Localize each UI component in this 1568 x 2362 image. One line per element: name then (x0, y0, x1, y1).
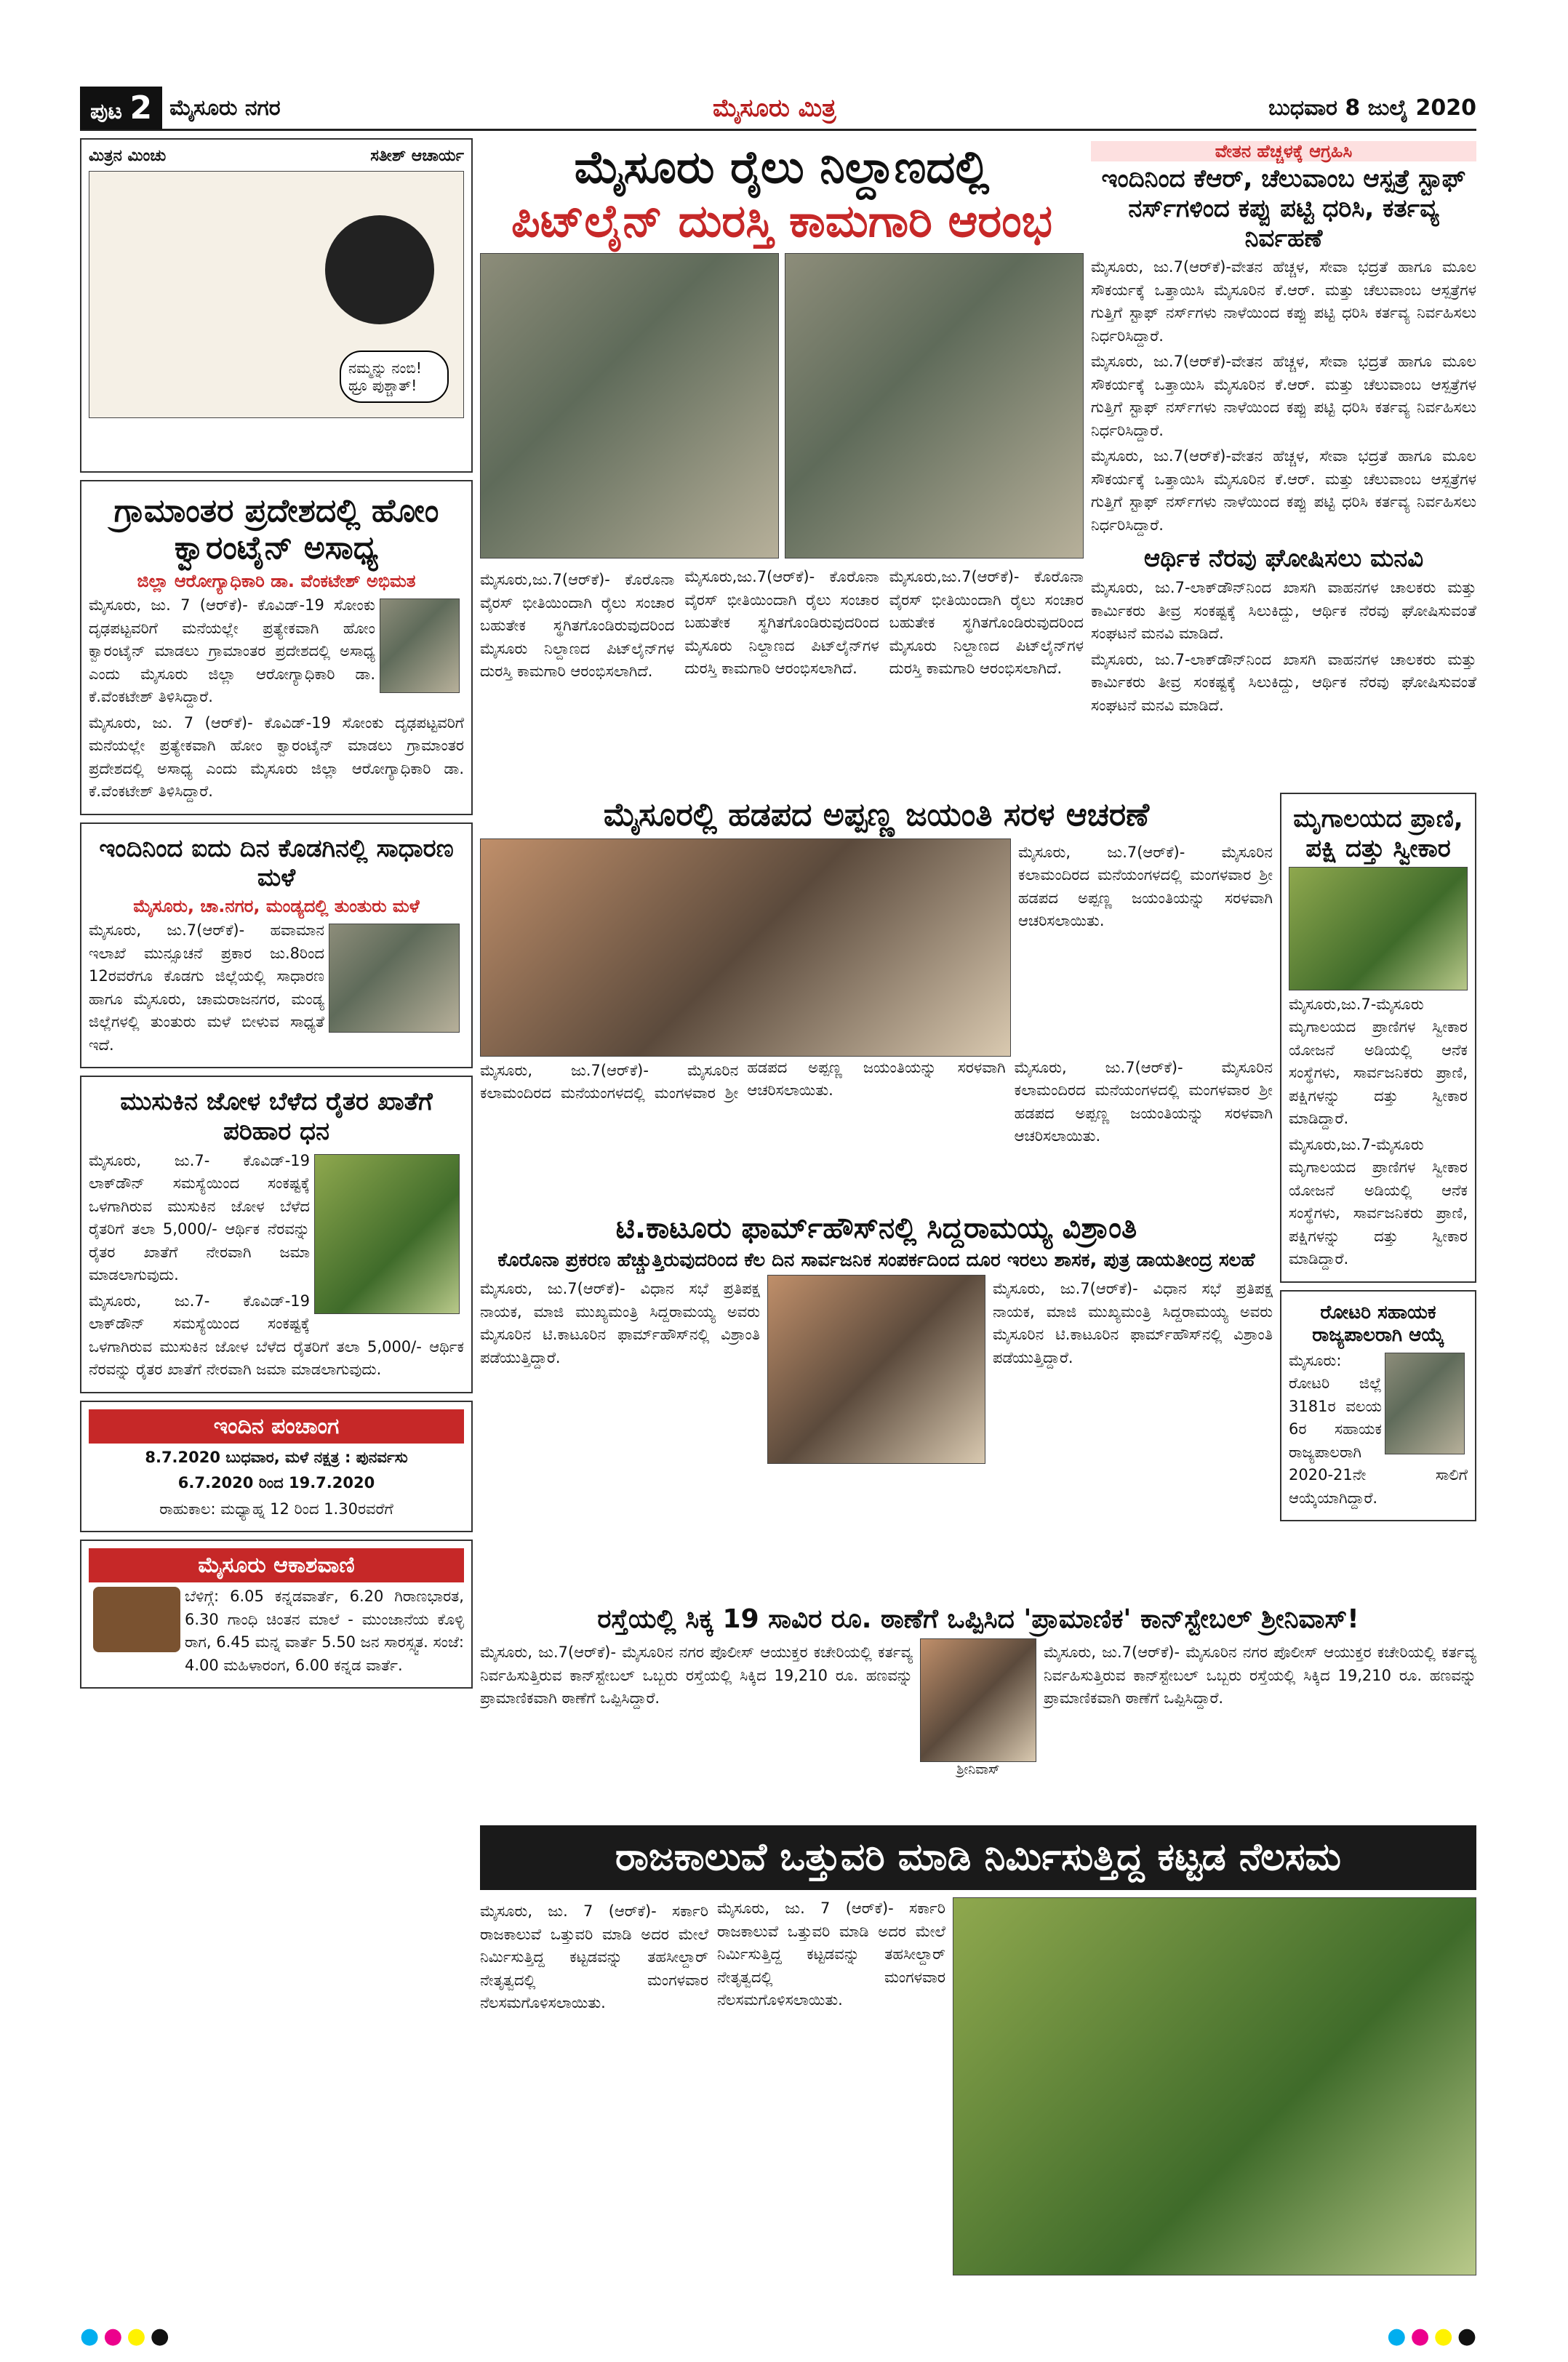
railway-subheadline: ಪಿಟ್‌ಲೈನ್ ದುರಸ್ತಿ ಕಾಮಗಾರಿ ಆರಂಭ (511, 194, 1053, 248)
panchanga-title: ಇಂದಿನ ಪಂಚಾಂಗ (89, 1409, 464, 1444)
rain-subhead: ಮೈಸೂರು, ಚಾ.ನಗರ, ಮಂಡ್ಯದಲ್ಲಿ ತುಂತುರು ಮಳೆ (133, 896, 420, 917)
constable-article (480, 1600, 1476, 1818)
virus-icon (325, 215, 434, 324)
rotary-article (1280, 1290, 1476, 1522)
zoo-body: ಮೈಸೂರು,ಜು.7-ಮೈಸೂರು ಮೃಗಾಲಯದ ಪ್ರಾಣಿಗಳ ಸ್ವೀಕಾರ ಯೋಜನೆ ಅಡಿಯಲ್ಲಿ ಆನೆಕ ಸಂಸ್ಥೆಗಳು, ಸಾರ್ವಜನಿಕರು ಪ್ರಾಣಿ, ಪಕ್ಷಿಗಳನ್ನು ದತ್ತು ಸ್ವೀಕಾರ ಮಾಡಿದ್ದಾರೆ. (1289, 995, 1468, 1128)
radio-box (80, 1540, 473, 1689)
constable-headline: ರಸ್ತೆಯಲ್ಲಿ ಸಿಕ್ಕ 19 ಸಾವಿರ ರೂ. ಠಾಣೆಗೆ ಒಪ್ಪಿಸಿದ 'ಪ್ರಾಮಾಣಿಕ' ಕಾನ್‌ಸ್ಟೇಬಲ್ ಶ್ರೀನಿವಾಸ್! (597, 1604, 1359, 1634)
rain-body: ಮೈಸೂರು, ಜು.7(ಆರ್‌ಕೆ)- ಹವಾಮಾನ ಇಲಾಖೆ ಮುನ್ಸೂಚನೆ ಪ್ರಕಾರ ಜು.8ರಿಂದ 12ರವರೆಗೂ ಕೊಡಗು ಜಿಲ್ಲೆಯಲ್ಲಿ ಸಾಧಾರಣ ಹಾಗೂ ಮೈಸೂರು, ಚಾಮರಾಜನಗರ, ಮಂಡ್ಯ ಜಿಲ್ಲೆಗಳಲ್ಲಿ ತುಂತುರು ಮಳೆ ಬೀಳುವ ಸಾಧ್ಯತೆ ಇದೆ. (89, 921, 324, 1054)
quarantine-body: ಮೈಸೂರು, ಜು. 7 (ಆರ್‌ಕೆ)- ಕೊವಿಡ್-19 ಸೋಂಕು ದೃಢಪಟ್ಟವರಿಗೆ ಮನೆಯಲ್ಲೇ ಪ್ರತ್ಯೇಕವಾಗಿ ಹೋಂ ಕ್ವಾರಂಟೈನ್ ಮಾಡಲು ಗ್ರಾಮಾಂತರ ಪ್ರದೇಶದಲ್ಲಿ ಅಸಾಧ್ಯ ಎಂದು ಮೈಸೂರು ಜಿಲ್ಲಾ ಆರೋಗ್ಯಾಧಿಕಾರಿ ಡಾ. ಕೆ.ವೆಂಕಟೇಶ್ ತಿಳಿಸಿದ್ದಾರೆ. (89, 596, 375, 706)
encroach-body-2: ಮೈಸೂರು, ಜು. 7 (ಆರ್‌ಕೆ)- ಸರ್ಕಾರಿ ರಾಜಕಾಲುವೆ ಒತ್ತುವರಿ ಮಾಡಿ ಅದರ ಮೇಲೆ ನಿರ್ಮಿಸುತ್ತಿದ್ದ ಕಟ್ಟಡವನ್ನು ತಹಸೀಲ್ದಾರ್ ನೇತೃತ್ವದಲ್ಲಿ ಮಂಗಳವಾರ ನೆಲಸಮಗೊಳಿಸಲಾಯಿತು. (717, 1899, 945, 2009)
quarantine-headline: ಗ್ರಾಮಾಂತರ ಪ್ರದೇಶದಲ್ಲಿ ಹೋಂ ಕ್ವಾರಂಟೈನ್ ಅಸಾಧ್ಯ (113, 492, 439, 567)
rain-headline: ಇಂದಿನಿಂದ ಐದು ದಿನ ಕೊಡಗಿನಲ್ಲಿ ಸಾಧಾರಣ ಮಳೆ (99, 833, 454, 893)
siddaramaiah-body: ಮೈಸೂರು, ಜು.7(ಆರ್‌ಕೆ)- ವಿಧಾನ ಸಭೆ ಪ್ರತಿಪಕ್ಷ ನಾಯಕ, ಮಾಜಿ ಮುಖ್ಯಮಂತ್ರಿ ಸಿದ್ದರಾಮಯ್ಯ ಅವರು ಮೈಸೂರಿನ ಟಿ.ಕಾಟೂರಿನ ಫಾರ್ಮ್‌ಹೌಸ್‌ನಲ್ಲಿ ವಿಶ್ರಾಂತಿ ಪಡೆಯುತ್ತಿದ್ದಾರೆ. (480, 1280, 760, 1366)
nurses-kicker: ವೇತನ ಹೆಚ್ಚಳಕ್ಕೆ ಆಗ್ರಹಿಸಿ (1091, 141, 1476, 161)
zoo-photo (1289, 867, 1468, 990)
jayanti-article (480, 793, 1273, 1200)
siddaramaiah-body-2: ಮೈಸೂರು, ಜು.7(ಆರ್‌ಕೆ)- ವಿಧಾನ ಸಭೆ ಪ್ರತಿಪಕ್ಷ ನಾಯಕ, ಮಾಜಿ ಮುಖ್ಯಮಂತ್ರಿ ಸಿದ್ದರಾಮಯ್ಯ ಅವರು ಮೈಸೂರಿನ ಟಿ.ಕಾಟೂರಿನ ಫಾರ್ಮ್‌ಹೌಸ್‌ನಲ್ಲಿ ವಿಶ್ರಾಂತಿ ಪಡೆಯುತ್ತಿದ್ದಾರೆ. (993, 1280, 1273, 1366)
nurses-headline: ಇಂದಿನಿಂದ ಕೆಆರ್, ಚೆಲುವಾಂಬ ಆಸ್ಪತ್ರೆ ಸ್ಟಾಫ್ ನರ್ಸ್‌ಗಳಿಂದ ಕಪ್ಪು ಪಟ್ಟಿ ಧರಿಸಿ, ಕರ್ತವ್ಯ ನಿರ್ವಹಣೆ (1101, 164, 1466, 253)
rotary-body: ಮೈಸೂರು: ರೋಟರಿ ಜಿಲ್ಲೆ 3181ರ ವಲಯ 6ರ ಸಹಾಯಕ ರಾಜ್ಯಪಾಲರಾಗಿ 2020-21ನೇ ಸಾಲಿಗೆ ಆಯ್ಕೆಯಾಗಿದ್ದಾರೆ. (1289, 1351, 1468, 1507)
constable-photo (920, 1638, 1036, 1762)
registration-dots-left: ●●●● (80, 2323, 174, 2349)
encroach-article (480, 1825, 1476, 2305)
corn-photo (314, 1154, 460, 1314)
constable-caption: ಶ್ರೀನಿವಾಸ್ (956, 1762, 1000, 1778)
constable-body: ಮೈಸೂರು, ಜು.7(ಆರ್‌ಕೆ)- ಮೈಸೂರಿನ ನಗರ ಪೊಲೀಸ್ ಆಯುಕ್ತರ ಕಚೇರಿಯಲ್ಲಿ ಕರ್ತವ್ಯ ನಿರ್ವಹಿಸುತ್ತಿರುವ ಕಾನ್‌ಸ್ಟೇಬಲ್ ಒಬ್ಬರು ರಸ್ತೆಯಲ್ಲಿ ಸಿಕ್ಕಿದ 19,210 ರೂ. ಹಣವನ್ನು ಪ್ರಾಮಾಣಿಕವಾಗಿ ಠಾಣೆಗೆ ಒಪ್ಪಿಸಿದ್ದಾರೆ. (480, 1644, 913, 1708)
finance-body-2: ಮೈಸೂರು, ಜು.7-ಲಾಕ್‌ಡೌನ್‌ನಿಂದ ಖಾಸಗಿ ವಾಹನಗಳ ಚಾಲಕರು ಮತ್ತು ಕಾರ್ಮಿಕರು ತೀವ್ರ ಸಂಕಷ್ಟಕ್ಕೆ ಸಿಲುಕಿದ್ದು, ಆರ್ಥಿಕ ನೆರವು ಘೋಷಿಸುವಂತೆ ಸಂಘಟನೆ ಮನವಿ ಮಾಡಿದೆ. (1091, 650, 1476, 714)
finance-body: ಮೈಸೂರು, ಜು.7-ಲಾಕ್‌ಡೌನ್‌ನಿಂದ ಖಾಸಗಿ ವಾಹನಗಳ ಚಾಲಕರು ಮತ್ತು ಕಾರ್ಮಿಕರು ತೀವ್ರ ಸಂಕಷ್ಟಕ್ಕೆ ಸಿಲುಕಿದ್ದು, ಆರ್ಥಿಕ ನೆರವು ಘೋಷಿಸುವಂತೆ ಸಂಘಟನೆ ಮನವಿ ಮಾಡಿದೆ. (1091, 579, 1476, 643)
finance-headline: ಆರ್ಥಿಕ ನೆರವು ಘೋಷಿಸಲು ಮನವಿ (1143, 544, 1424, 574)
jayanti-headline: ಮೈಸೂರಲ್ಲಿ ಹಡಪದ ಅಪ್ಪಣ್ಣ ಜಯಂತಿ ಸರಳ ಆಚರಣೆ (603, 796, 1150, 833)
section-name: ಮೈಸೂರು ನಗರ (169, 95, 281, 121)
nurses-body: ಮೈಸೂರು, ಜು.7(ಆರ್‌ಕೆ)-ವೇತನ ಹೆಚ್ಚಳ, ಸೇವಾ ಭದ್ರತೆ ಹಾಗೂ ಮೂಲ ಸೌಕರ್ಯಕ್ಕೆ ಒತ್ತಾಯಿಸಿ ಮೈಸೂರಿನ ಕೆ.ಆರ್. ಮತ್ತು ಚೆಲುವಾಂಬ ಆಸ್ಪತ್ರೆಗಳ ಗುತ್ತಿಗೆ ಸ್ಟಾಫ್ ನರ್ಸ್‌ಗಳು ನಾಳೆಯಿಂದ ಕಪ್ಪು ಪಟ್ಟಿ ಧರಿಸಿ ಕರ್ತವ್ಯ ನಿರ್ವಹಿಸಲು ನಿರ್ಧರಿಸಿದ್ದಾರೆ. (1091, 258, 1476, 345)
page-header (80, 87, 1476, 131)
encroach-body: ಮೈಸೂರು, ಜು. 7 (ಆರ್‌ಕೆ)- ಸರ್ಕಾರಿ ರಾಜಕಾಲುವೆ ಒತ್ತುವರಿ ಮಾಡಿ ಅದರ ಮೇಲೆ ನಿರ್ಮಿಸುತ್ತಿದ್ದ ಕಟ್ಟಡವನ್ನು ತಹಸೀಲ್ದಾರ್ ನೇತೃತ್ವದಲ್ಲಿ ಮಂಗಳವಾರ ನೆಲಸಮಗೊಳಿಸಲಾಯಿತು. (480, 1902, 708, 2011)
radio-icon (93, 1587, 180, 1652)
rain-article (80, 822, 473, 1069)
panchanga-rahukala: ರಾಹುಕಾಲ: ಮಧ್ಯಾಹ್ನ 12 ರಿಂದ 1.30ರವರೆಗೆ (159, 1500, 393, 1518)
quarantine-body-2: ಮೈಸೂರು, ಜು. 7 (ಆರ್‌ಕೆ)- ಕೊವಿಡ್-19 ಸೋಂಕು ದೃಢಪಟ್ಟವರಿಗೆ ಮನೆಯಲ್ಲೇ ಪ್ರತ್ಯೇಕವಾಗಿ ಹೋಂ ಕ್ವಾರಂಟೈನ್ ಮಾಡಲು ಗ್ರಾಮಾಂತರ ಪ್ರದೇಶದಲ್ಲಿ ಅಸಾಧ್ಯ ಎಂದು ಮೈಸೂರು ಜಿಲ್ಲಾ ಆರೋಗ್ಯಾಧಿಕಾರಿ ಡಾ. ಕೆ.ವೆಂಕಟೇಶ್ ತಿಳಿಸಿದ್ದಾರೆ. (89, 713, 464, 801)
railway-photo-1 (480, 253, 779, 559)
masthead: ಮೈಸೂರು ಮಿತ್ರ (713, 93, 836, 123)
panchanga-box (80, 1401, 473, 1533)
nurses-body-3: ಮೈಸೂರು, ಜು.7(ಆರ್‌ಕೆ)-ವೇತನ ಹೆಚ್ಚಳ, ಸೇವಾ ಭದ್ರತೆ ಹಾಗೂ ಮೂಲ ಸೌಕರ್ಯಕ್ಕೆ ಒತ್ತಾಯಿಸಿ ಮೈಸೂರಿನ ಕೆ.ಆರ್. ಮತ್ತು ಚೆಲುವಾಂಬ ಆಸ್ಪತ್ರೆಗಳ ಗುತ್ತಿಗೆ ಸ್ಟಾಫ್ ನರ್ಸ್‌ಗಳು ನಾಳೆಯಿಂದ ಕಪ್ಪು ಪಟ್ಟಿ ಧರಿಸಿ ಕರ್ತವ್ಯ ನಿರ್ವಹಿಸಲು ನಿರ್ಧರಿಸಿದ್ದಾರೆ. (1091, 447, 1476, 534)
officer-photo (380, 598, 460, 693)
siddaramaiah-subhead: ಕೊರೊನಾ ಪ್ರಕರಣ ಹೆಚ್ಚುತ್ತಿರುವುದರಿಂದ ಕೆಲ ದಿನ ಸಾರ್ವಜನಿಕ ಸಂಪರ್ಕದಿಂದ ದೂರ ಇರಲು ಶಾಸಕ, ಪುತ್ರ ಡಾಯತೀಂದ್ರ ಸಲಹೆ (497, 1249, 1255, 1271)
railway-photo-2 (785, 253, 1084, 559)
speech-bubble: ನಮ್ಮನ್ನು ನಂಬಿ! ಥ್ರೂ ಪುಶ್ಚಾತ್! (340, 351, 449, 403)
railway-headline: ಮೈಸೂರು ರೈಲು ನಿಲ್ದಾಣದಲ್ಲಿ (574, 140, 990, 193)
radio-schedule: ಬೆಳಿಗ್ಗೆ: 6.05 ಕನ್ನಡವಾರ್ತೆ, 6.20 ಗಿರಾಣಭಾರತ, 6.30 ಗಾಂಧಿ ಚಿಂತನ ಮಾಲೆ - ಮುಂಜಾನೆಯ ಕೊಳ್ಳಿ ರಾಗ, 6.45 ಮನ್ನ ವಾರ್ತೆ 5.50 ಜನ ಸಾರಸ್ಸ್ವತ. ಸಂಜೆ: 4.00 ಮಹಿಳಾರಂಗ, 6.00 ಕನ್ನಡ ವಾರ್ತೆ. (185, 1588, 464, 1674)
rain-photo (329, 924, 460, 1033)
railway-body-2: ಮೈಸೂರು,ಜು.7(ಆರ್‌ಕೆ)- ಕೊರೊನಾ ವೈರಸ್ ಭೀತಿಯಿಂದಾಗಿ ರೈಲು ಸಂಚಾರ ಬಹುತೇಕ ಸ್ಥಗಿತಗೊಂಡಿರುವುದರಿಂದ ಮೈಸೂರು ನಿಲ್ದಾಣದ ಪಿಟ್‌ಲೈನ್‌ಗಳ ದುರಸ್ತಿ ಕಾಮಗಾರಿ ಆರಂಭಿಸಲಾಗಿದೆ. (684, 568, 879, 678)
railway-body-3: ಮೈಸೂರು,ಜು.7(ಆರ್‌ಕೆ)- ಕೊರೊನಾ ವೈರಸ್ ಭೀತಿಯಿಂದಾಗಿ ರೈಲು ಸಂಚಾರ ಬಹುತೇಕ ಸ್ಥಗಿತಗೊಂಡಿರುವುದರಿಂದ ಮೈಸೂರು ನಿಲ್ದಾಣದ ಪಿಟ್‌ಲೈನ್‌ಗಳ ದುರಸ್ತಿ ಕಾಮಗಾರಿ ಆರಂಭಿಸಲಾಗಿದೆ. (889, 568, 1084, 678)
zoo-headline: ಮೃಗಾಲಯದ ಪ್ರಾಣಿ, ಪಕ್ಷಿ ದತ್ತು ಸ್ವೀಕಾರ (1293, 804, 1463, 863)
panchanga-line2: 6.7.2020 ರಿಂದ 19.7.2020 (177, 1474, 375, 1492)
cartoon-box (80, 138, 473, 473)
siddaramaiah-article (480, 1207, 1273, 1593)
jayanti-body-2: ಮೈಸೂರು, ಜು.7(ಆರ್‌ಕೆ)- ಮೈಸೂರಿನ ಕಲಾಮಂದಿರದ ಮನೆಯಂಗಳದಲ್ಲಿ ಮಂಗಳವಾರ ಶ್ರೀ ಹಡಪದ ಅಪ್ಪಣ್ಣ ಜಯಂತಿಯನ್ನು ಸರಳವಾಗಿ ಆಚರಿಸಲಾಯಿತು. (1014, 1058, 1273, 1145)
issue-date: ಬುಧವಾರ 8 ಜುಲೈ 2020 (1268, 95, 1476, 121)
jayanti-body: ಮೈಸೂರು, ಜು.7(ಆರ್‌ಕೆ)- ಮೈಸೂರಿನ ಕಲಾಮಂದಿರದ ಮನೆಯಂಗಳದಲ್ಲಿ ಮಂಗಳವಾರ ಶ್ರೀ ಹಡಪದ ಅಪ್ಪಣ್ಣ ಜಯಂತಿಯನ್ನು ಸರಳವಾಗಿ ಆಚರಿಸಲಾಯಿತು. (480, 1058, 1006, 1102)
panchanga-line1: 8.7.2020 ಬುಧವಾರ, ಮಳೆ ನಕ್ಷತ್ರ : ಪುನರ್ವಸು (145, 1448, 408, 1466)
jayanti-photo (480, 838, 1011, 1057)
encroach-photo (953, 1897, 1476, 2275)
siddaramaiah-headline: ಟಿ.ಕಾಟೂರು ಫಾರ್ಮ್‌ಹೌಸ್‌ನಲ್ಲಿ ಸಿದ್ದರಾಮಯ್ಯ ವಿಶ್ರಾಂತಿ (615, 1212, 1137, 1245)
railway-article (480, 138, 1084, 785)
registration-dots-right: ●●●● (1387, 2323, 1481, 2349)
zoo-body-2: ಮೈಸೂರು,ಜು.7-ಮೈಸೂರು ಮೃಗಾಲಯದ ಪ್ರಾಣಿಗಳ ಸ್ವೀಕಾರ ಯೋಜನೆ ಅಡಿಯಲ್ಲಿ ಆನೆಕ ಸಂಸ್ಥೆಗಳು, ಸಾರ್ವಜನಿಕರು ಪ್ರಾಣಿ, ಪಕ್ಷಿಗಳನ್ನು ದತ್ತು ಸ್ವೀಕಾರ ಮಾಡಿದ್ದಾರೆ. (1289, 1135, 1468, 1268)
farmers-body: ಮೈಸೂರು, ಜು.7- ಕೊವಿಡ್-19 ಲಾಕ್‌ಡೌನ್ ಸಮಸ್ಯೆಯಿಂದ ಸಂಕಷ್ಟಕ್ಕೆ ಒಳಗಾಗಿರುವ ಮುಸುಕಿನ ಜೋಳ ಬೆಳೆದ ರೈತರಿಗೆ ತಲಾ 5,000/- ಆರ್ಥಿಕ ನೆರವನ್ನು ರೈತರ ಖಾತೆಗೆ ನೇರವಾಗಿ ಜಮಾ ಮಾಡಲಾಗುವುದು. (89, 1151, 310, 1284)
rotary-photo (1385, 1353, 1465, 1454)
quarantine-article (80, 480, 473, 815)
zoo-article (1280, 793, 1476, 1283)
farmers-article (80, 1076, 473, 1393)
page-number-badge: ಪುಟ 2 (80, 87, 162, 129)
radio-title: ಮೈಸೂರು ಆಕಾಶವಾಣಿ (89, 1548, 464, 1582)
nurses-body-2: ಮೈಸೂರು, ಜು.7(ಆರ್‌ಕೆ)-ವೇತನ ಹೆಚ್ಚಳ, ಸೇವಾ ಭದ್ರತೆ ಹಾಗೂ ಮೂಲ ಸೌಕರ್ಯಕ್ಕೆ ಒತ್ತಾಯಿಸಿ ಮೈಸೂರಿನ ಕೆ.ಆರ್. ಮತ್ತು ಚೆಲುವಾಂಬ ಆಸ್ಪತ್ರೆಗಳ ಗುತ್ತಿಗೆ ಸ್ಟಾಫ್ ನರ್ಸ್‌ಗಳು ನಾಳೆಯಿಂದ ಕಪ್ಪು ಪಟ್ಟಿ ಧರಿಸಿ ಕರ್ತವ್ಯ ನಿರ್ವಹಿಸಲು ನಿರ್ಧರಿಸಿದ್ದಾರೆ. (1091, 353, 1476, 439)
encroach-headline: ರಾಜಕಾಲುವೆ ಒತ್ತುವರಿ ಮಾಡಿ ನಿರ್ಮಿಸುತ್ತಿದ್ದ ಕಟ್ಟಡ ನೆಲಸಮ (480, 1825, 1476, 1890)
quarantine-subhead: ಜಿಲ್ಲಾ ಆರೋಗ್ಯಾಧಿಕಾರಿ ಡಾ. ವೆಂಕಟೇಶ್ ಅಭಿಮತ (137, 571, 416, 592)
farmers-body-2: ಮೈಸೂರು, ಜು.7- ಕೊವಿಡ್-19 ಲಾಕ್‌ಡೌನ್ ಸಮಸ್ಯೆಯಿಂದ ಸಂಕಷ್ಟಕ್ಕೆ ಒಳಗಾಗಿರುವ ಮುಸುಕಿನ ಜೋಳ ಬೆಳೆದ ರೈತರಿಗೆ ತಲಾ 5,000/- ಆರ್ಥಿಕ ನೆರವನ್ನು ರೈತರ ಖಾತೆಗೆ ನೇರವಾಗಿ ಜಮಾ ಮಾಡಲಾಗುವುದು. (89, 1292, 464, 1379)
cartoon-image (89, 171, 464, 418)
constable-body-2: ಮೈಸೂರು, ಜು.7(ಆರ್‌ಕೆ)- ಮೈಸೂರಿನ ನಗರ ಪೊಲೀಸ್ ಆಯುಕ್ತರ ಕಚೇರಿಯಲ್ಲಿ ಕರ್ತವ್ಯ ನಿರ್ವಹಿಸುತ್ತಿರುವ ಕಾನ್‌ಸ್ಟೇಬಲ್ ಒಬ್ಬರು ರಸ್ತೆಯಲ್ಲಿ ಸಿಕ್ಕಿದ 19,210 ರೂ. ಹಣವನ್ನು ಪ್ರಾಮಾಣಿಕವಾಗಿ ಠಾಣೆಗೆ ಒಪ್ಪಿಸಿದ್ದಾರೆ. (1044, 1644, 1476, 1708)
farmers-headline: ಮುಸುಕಿನ ಜೋಳ ಬೆಳೆದ ರೈತರ ಖಾತೆಗೆ ಪರಿಹಾರ ಧನ (120, 1087, 433, 1147)
rotary-headline: ರೋಟರಿ ಸಹಾಯಕ ರಾಜ್ಯಪಾಲರಾಗಿ ಆಯ್ಕೆ (1312, 1301, 1444, 1346)
jayanti-body-side: ಮೈಸೂರು, ಜು.7(ಆರ್‌ಕೆ)- ಮೈಸೂರಿನ ಕಲಾಮಂದಿರದ ಮನೆಯಂಗಳದಲ್ಲಿ ಮಂಗಳವಾರ ಶ್ರೀ ಹಡಪದ ಅಪ್ಪಣ್ಣ ಜಯಂತಿಯನ್ನು ಸರಳವಾಗಿ ಆಚರಿಸಲಾಯಿತು. (1018, 843, 1273, 930)
railway-body: ಮೈಸೂರು,ಜು.7(ಆರ್‌ಕೆ)- ಕೊರೊನಾ ವೈರಸ್ ಭೀತಿಯಿಂದಾಗಿ ರೈಲು ಸಂಚಾರ ಬಹುತೇಕ ಸ್ಥಗಿತಗೊಂಡಿರುವುದರಿಂದ ಮೈಸೂರು ನಿಲ್ದಾಣದ ಪಿಟ್‌ಲೈನ್‌ಗಳ ದುರಸ್ತಿ ಕಾಮಗಾರಿ ಆರಂಭಿಸಲಾಗಿದೆ. (480, 571, 675, 681)
cartoon-author: ಸತೀಶ್ ಆಚಾರ್ಯ (370, 147, 464, 165)
cartoon-title: ಮಿತ್ರನ ಮಿಂಚು (89, 147, 167, 165)
siddaramaiah-photo (767, 1275, 985, 1464)
